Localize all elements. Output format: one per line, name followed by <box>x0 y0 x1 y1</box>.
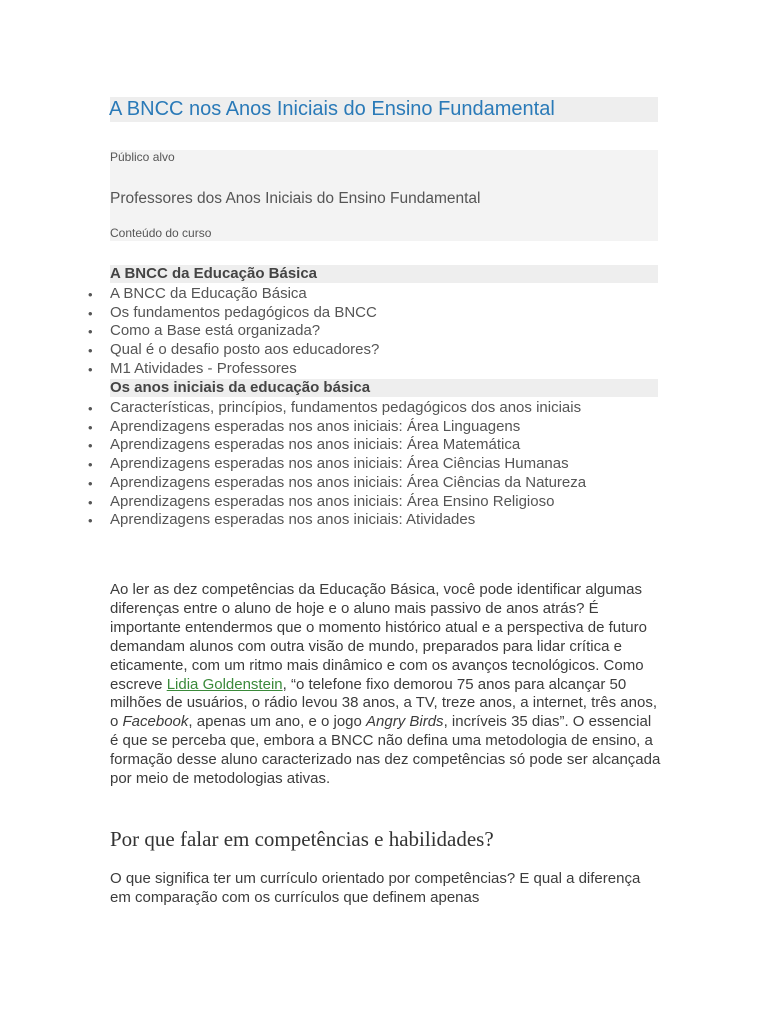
list-item-label: M1 Atividades - Professores <box>110 359 297 377</box>
bullet-icon: • <box>88 401 93 416</box>
list-item <box>88 399 658 418</box>
module-list <box>88 285 658 379</box>
paragraph-text: Ao ler as dez competências da Educação Básica, você pode identificar algumas diferenças entre o aluno de hoje e o aluno mais passivo de anos atrás? É importante entendermos que o momento histórico atual e a perspectiva de futuro demandam alunos com outra visão de mundo, preparados para lidar crítica e eticamente, com um ritmo mais dinâmico e com os avanços tecnológicos. Como escreve <box>110 581 647 693</box>
paragraph-text: , “o telefone fixo demorou 75 anos para alcançar 50 milhões de usuários, o rádio levou 38 anos, a TV, treze anos, a internet, três anos, o <box>110 675 657 731</box>
module-heading: A BNCC da Educação Básica <box>110 265 658 283</box>
module-list <box>88 399 658 530</box>
bullet-icon: • <box>88 305 93 321</box>
list-item <box>88 322 658 341</box>
list-item-label: Aprendizagens esperadas nos anos iniciais: Área Linguagens <box>110 417 521 435</box>
audience-label: Público alvo <box>110 150 175 164</box>
bullet-icon: • <box>88 324 93 340</box>
section-heading: Por que falar em competências e habilidades? <box>110 827 494 851</box>
body-paragraph <box>110 581 662 789</box>
list-item-label: Qual é o desafio posto aos educadores? <box>110 341 380 359</box>
bullet-icon: • <box>88 513 93 529</box>
list-item <box>88 455 658 474</box>
bullet-icon: • <box>88 343 93 359</box>
list-item <box>88 436 658 455</box>
paragraph-text: , apenas um ano, e o jogo <box>188 713 367 731</box>
bullet-icon: • <box>88 475 93 491</box>
list-item-label: Aprendizagens esperadas nos anos iniciais: Atividades <box>110 511 476 529</box>
list-item-label: Como a Base está organizada? <box>110 322 321 340</box>
list-item <box>88 511 658 530</box>
list-item <box>88 493 658 512</box>
list-item-label: A BNCC da Educação Básica <box>110 285 307 302</box>
list-item-label: Aprendizagens esperadas nos anos iniciais: Área Ensino Religioso <box>110 492 555 510</box>
list-item <box>88 360 658 379</box>
author-link[interactable]: Lidia Goldenstein <box>166 675 283 693</box>
emphasis-text: Angry Birds <box>366 713 444 731</box>
section-paragraph: O que significa ter um currículo orientado por competências? E qual a diferença em comparação com os currículos que definem apenas <box>110 870 641 906</box>
list-item-label: Aprendizagens esperadas nos anos iniciais: Área Matemática <box>110 436 521 454</box>
list-item <box>88 341 658 360</box>
bullet-icon: • <box>88 419 93 435</box>
module-heading: Os anos iniciais da educação básica <box>110 379 658 397</box>
list-item-label: Características, princípios, fundamentos pedagógicos dos anos iniciais <box>110 399 582 416</box>
audience-text: Professores dos Anos Iniciais do Ensino Fundamental <box>110 190 481 207</box>
list-item <box>88 474 658 493</box>
content-label: Conteúdo do curso <box>110 226 212 240</box>
emphasis-text: Facebook <box>122 713 189 731</box>
list-item <box>88 304 658 323</box>
bullet-icon: • <box>88 287 93 302</box>
bullet-icon: • <box>88 494 93 510</box>
page-title: A BNCC nos Anos Iniciais do Ensino Fundamental <box>109 98 555 120</box>
list-item-label: Aprendizagens esperadas nos anos iniciais: Área Ciências da Natureza <box>110 473 587 491</box>
list-item <box>88 285 658 304</box>
list-item-label: Os fundamentos pedagógicos da BNCC <box>110 303 377 321</box>
list-item <box>88 418 658 437</box>
list-item-label: Aprendizagens esperadas nos anos iniciais: Área Ciências Humanas <box>110 455 569 473</box>
paragraph-text: , incríveis 35 dias”. O essencial é que se perceba que, embora a BNCC não defina uma metodologia de ensino, a formação desse aluno caracterizado nas dez competências só pode ser alcançada por meio de metodologias ativas. <box>110 713 661 788</box>
bullet-icon: • <box>88 361 93 377</box>
bullet-icon: • <box>88 438 93 454</box>
bullet-icon: • <box>88 457 93 473</box>
